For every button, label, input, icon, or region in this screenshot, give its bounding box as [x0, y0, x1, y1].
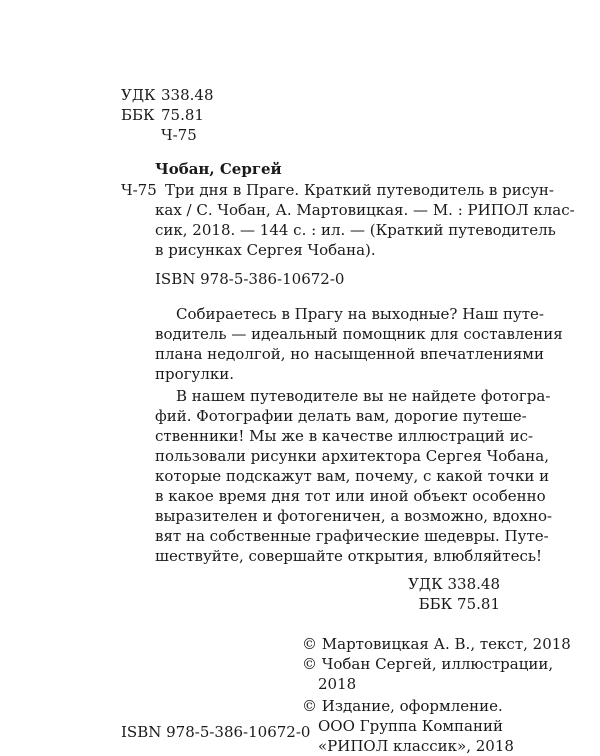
annotation-line: пользовали рисунки архитектора Сергея Чобана, [155, 447, 550, 465]
udk-label: УДК [121, 86, 156, 104]
annotation-line: шествуйте, совершайте открытия, влюбляйтесь! [155, 547, 543, 565]
record-isbn: ISBN 978-5-386-10672-0 [155, 270, 345, 288]
annotation-udk: УДК 338.48 [408, 575, 500, 593]
author-mark: Ч-75 [161, 126, 197, 144]
record-line: Три дня в Праге. Краткий путеводитель в рисун- [165, 181, 554, 199]
annotation-line: В нашем путеводителе вы не найдете фотогра- [176, 387, 551, 405]
copyright-line: © Чобан Сергей, иллюстрации, [302, 655, 554, 673]
annotation-line: водитель — идеальный помощник для составления [155, 325, 563, 343]
copyright-line: «РИПОЛ классик», 2018 [318, 737, 514, 755]
annotation-bbk: ББК 75.81 [418, 595, 500, 613]
annotation-line: в какое время дня тот или иной объект особенно [155, 487, 546, 505]
record-author-mark: Ч-75 [121, 181, 157, 199]
bbk-value: 75.81 [161, 106, 204, 124]
author-heading: Чобан, Сергей [155, 160, 282, 178]
copyright-line: © Издание, оформление. [302, 697, 503, 715]
annotation-line: плана недолгой, но насыщенной впечатлениями [155, 345, 544, 363]
copyright-line: ООО Группа Компаний [318, 717, 503, 735]
udk-value: 338.48 [161, 86, 214, 104]
annotation-line: вят на собственные графические шедевры. Путе- [155, 527, 549, 545]
copyright-line: © Мартовицкая А. В., текст, 2018 [302, 635, 571, 653]
annotation-line: фий. Фотографии делать вам, дорогие путеше- [155, 407, 527, 425]
annotation-line: ственники! Мы же в качестве иллюстраций ис- [155, 427, 534, 445]
footer-isbn: ISBN 978-5-386-10672-0 [121, 723, 311, 741]
annotation-line: выразителен и фотогеничен, а возможно, вдохно- [155, 507, 553, 525]
bbk-label: ББК [121, 106, 155, 124]
record-line: сик, 2018. — 144 с. : ил. — (Краткий путеводитель [155, 221, 556, 239]
annotation-line: которые подскажут вам, почему, с какой точки и [155, 467, 550, 485]
copyright-line: 2018 [318, 675, 357, 693]
annotation-line: Собираетесь в Прагу на выходные? Наш путе- [176, 305, 545, 323]
annotation-line: прогулки. [155, 365, 234, 383]
record-line: ках / С. Чобан, А. Мартовицкая. — М. : РИПОЛ клас- [155, 201, 575, 219]
record-line: в рисунках Сергея Чобана). [155, 241, 376, 259]
